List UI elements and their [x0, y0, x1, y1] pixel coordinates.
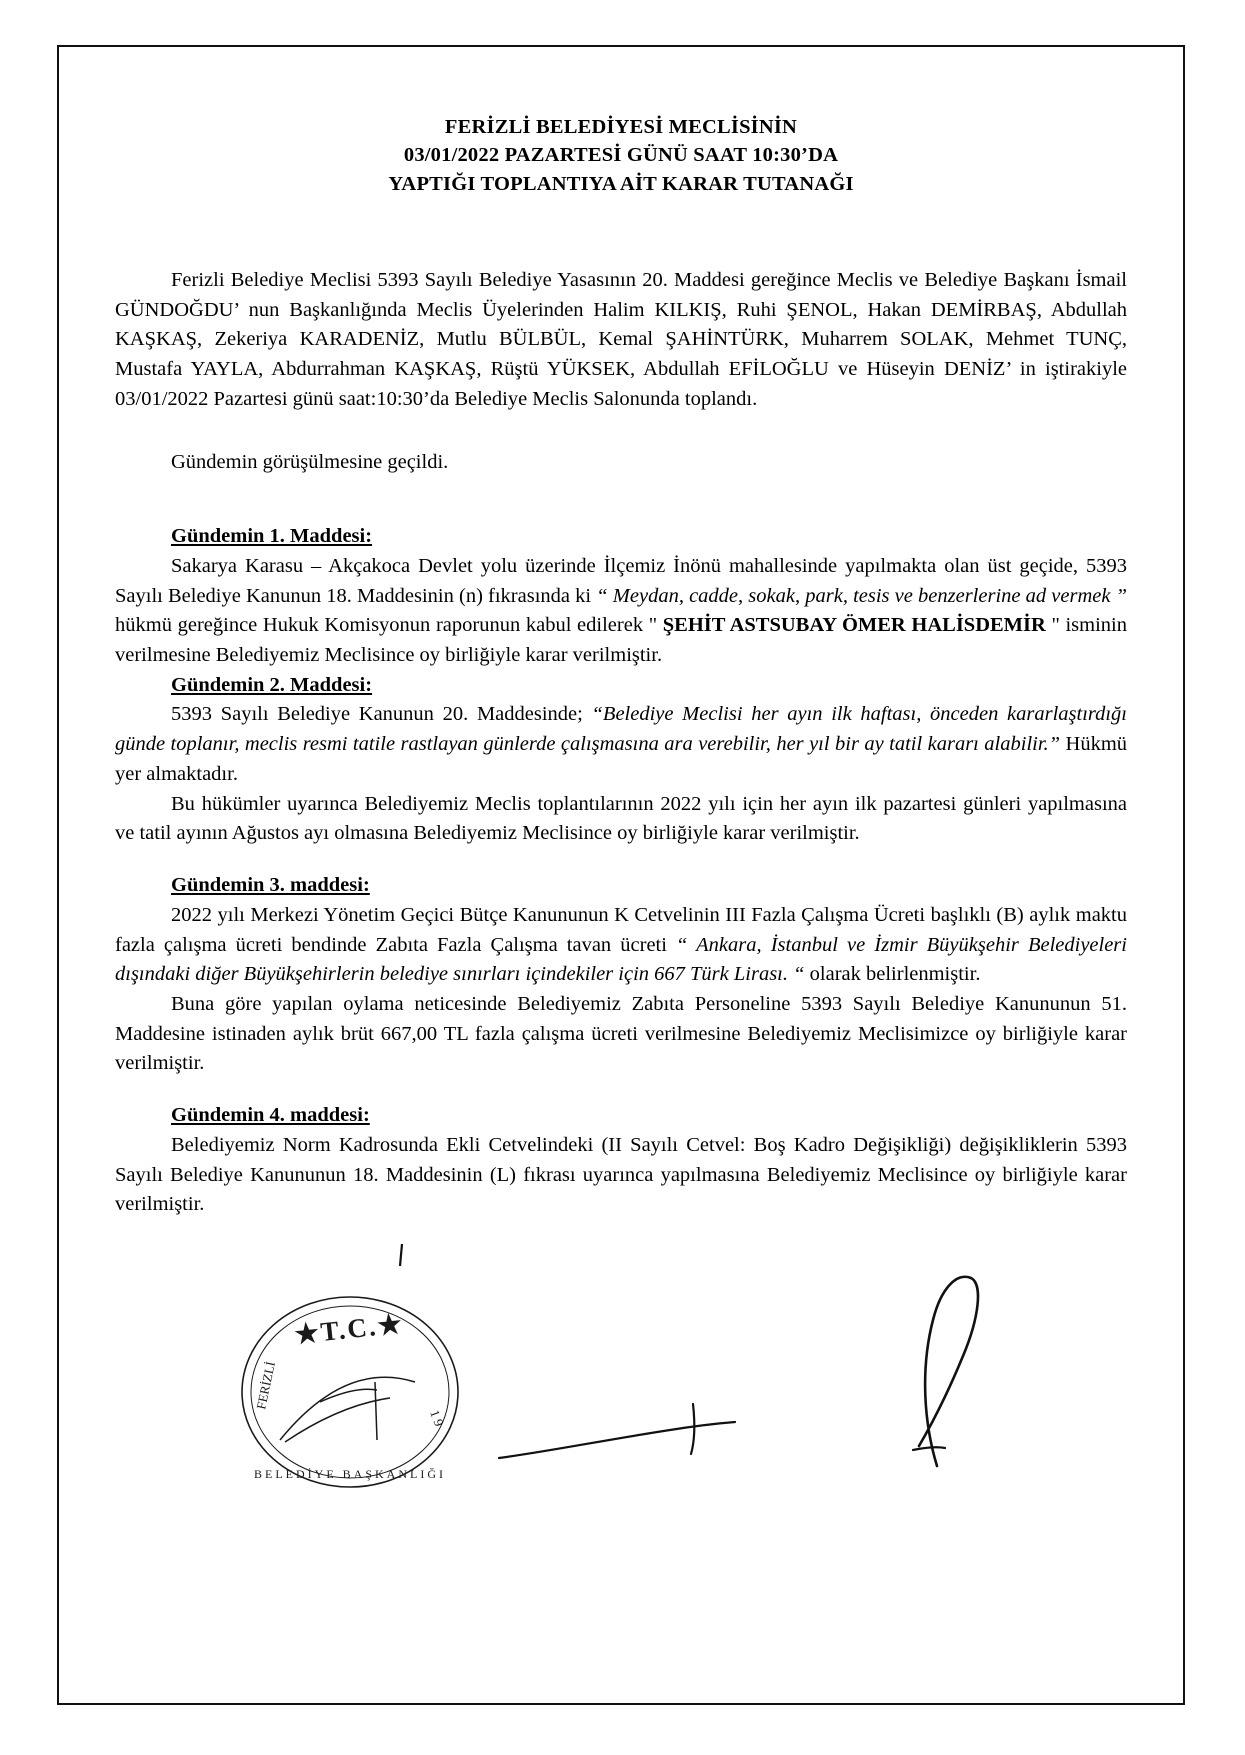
title-line-3: YAPTIĞI TOPLANTIYA AİT KARAR TUTANAĞI: [388, 172, 854, 195]
document-content: [115, 266, 1127, 1220]
agenda-item-1-heading: Gündemin 1. Maddesi:: [171, 525, 373, 548]
page-title: [115, 113, 1127, 198]
item3-text-b: olarak belirlenmiştir.: [804, 963, 981, 986]
agenda-opening: Gündemin görüşülmesine geçildi.: [171, 451, 449, 474]
signature-area: [115, 1260, 1127, 1560]
official-stamp: [225, 1290, 475, 1495]
svg-text:FERİZLİ: FERİZLİ: [253, 1360, 278, 1411]
item1-text-c: " isminin verilmesine Belediyemiz Meclisince oy birliğiyle karar verilmiştir.: [115, 614, 1127, 667]
document-page: [57, 45, 1185, 1705]
document-body: [59, 47, 1183, 1560]
pen-mark-icon: [395, 1242, 409, 1268]
svg-text:★T.C.★: ★T.C.★: [293, 1308, 406, 1350]
item2-text-b: Hükmü yer almaktadır.: [115, 733, 1128, 785]
intro-paragraph: Ferizli Belediye Meclisi 5393 Sayılı Belediye Yasasının 20. Maddesi gereğince Meclis ve Belediye Başkanı İsmail GÜNDOĞDU’ nun Başkanlığında Meclis Üyelerinden Halim KILKIŞ, Ruhi ŞENOL, Hakan DEMİRBAŞ, Abdullah KAŞKAŞ, Zekeriya KARADENİZ, Mutlu BÜLBÜL, Kemal ŞAHİNTÜRK, Muharrem SOLAK, Mehmet TUNÇ, Mustafa YAYLA, Abdurrahman KAŞKAŞ, Rüştü YÜKSEK, Abdullah EFİLOĞLU ve Hüseyin DENİZ’ in iştirakiyle 03/01/2022 Pazartesi günü saat:10:30’da Belediye Meclis Salonunda toplandı.: [115, 268, 1127, 410]
title-line-1: FERİZLİ BELEDİYESİ MECLİSİNİN: [444, 116, 798, 138]
item3-text-a: 2022 yılı Merkezi Yönetim Geçici Bütçe Kanununun K Cetvelinin III Fazla Çalışma Ücreti başlıklı (B) aylık maktu fazla çalışma ücreti bendinde Zabıta Fazla Çalışma tavan ücreti: [115, 903, 1127, 956]
item1-text-b: hükmü gereğince Hukuk Komisyonun raporunun kabul edilerek ": [115, 614, 663, 637]
item1-text-a: Sakarya Karasu – Akçakoca Devlet yolu üzerinde İlçemiz İnönü mahallesinde yapılmakta olan üst geçide, 5393 Sayılı Belediye Kanunun 18. Maddesinin (n) fıkrasında ki: [115, 554, 1127, 607]
signature-mayor: [495, 1400, 755, 1470]
item1-quote: “ Meydan, cadde, sokak, park, tesis ve benzerlerine ad vermek ”: [596, 584, 1127, 607]
item2-text-a: 5393 Sayılı Belediye Kanunun 20. Maddesinde;: [171, 703, 592, 726]
agenda-item-3-heading: Gündemin 3. maddesi:: [171, 874, 370, 897]
agenda-item-4-paragraph: Belediyemiz Norm Kadrosunda Ekli Cetvelindeki (II Sayılı Cetvel: Boş Kadro Değişikliği) değişikliklerin 5393 Sayılı Belediye Kanununun 18. Maddesinin (L) fıkrası uyarınca yapılmasına Belediyemiz Meclisince oy birliğiyle karar verilmiştir.: [115, 1133, 1127, 1216]
signature-clerk: [875, 1270, 995, 1470]
item3-quote: “ Ankara, İstanbul ve İzmir Büyükşehir Belediyeleri dışındaki diğer Büyükşehirlerin belediye sınırları içindekiler için 667 Türk Lirası. “: [115, 933, 1127, 986]
item1-name-highlight: ŞEHİT ASTSUBAY ÖMER HALİSDEMİR: [662, 614, 1046, 637]
agenda-item-1-paragraph: [115, 552, 1127, 671]
agenda-item-2-paragraph-2: Bu hükümler uyarınca Belediyemiz Meclis toplantılarının 2022 yılı için her ayın ilk pazartesi günleri yapılmasına ve tatil ayının Ağustos ayı olmasına Belediyemiz Meclisince oy birliğiyle karar verilmiştir.: [115, 792, 1127, 845]
svg-text:BELEDİYE BAŞKANLIĞI: BELEDİYE BAŞKANLIĞI: [254, 1466, 446, 1481]
title-line-2: 03/01/2022 PAZARTESİ GÜNÜ SAAT 10:30’DA: [403, 144, 839, 167]
agenda-item-4-heading: Gündemin 4. maddesi:: [171, 1104, 370, 1127]
agenda-item-3-paragraph-1: [115, 901, 1127, 990]
svg-text:1 9: 1 9: [427, 1407, 447, 1429]
agenda-item-2-heading: Gündemin 2. Maddesi:: [171, 673, 373, 696]
agenda-item-3-paragraph-2: Buna göre yapılan oylama neticesinde Belediyemiz Zabıta Personeline 5393 Sayılı Belediye Kanununun 51. Maddesine istinaden aylık brüt 667,00 TL fazla çalışma ücreti verilmesine Belediyemiz Meclisimizce oy birliğiyle karar verilmiştir.: [115, 992, 1127, 1075]
item2-quote: “Belediye Meclisi her ayın ilk haftası, önceden kararlaştırdığı günde toplanır, meclis resmi tatile rastlayan günlerde çalışmasına ara verebilir, her yıl bir ay tatil kararı alabilir.”: [115, 703, 1128, 756]
agenda-item-2-paragraph-1: [115, 700, 1127, 789]
